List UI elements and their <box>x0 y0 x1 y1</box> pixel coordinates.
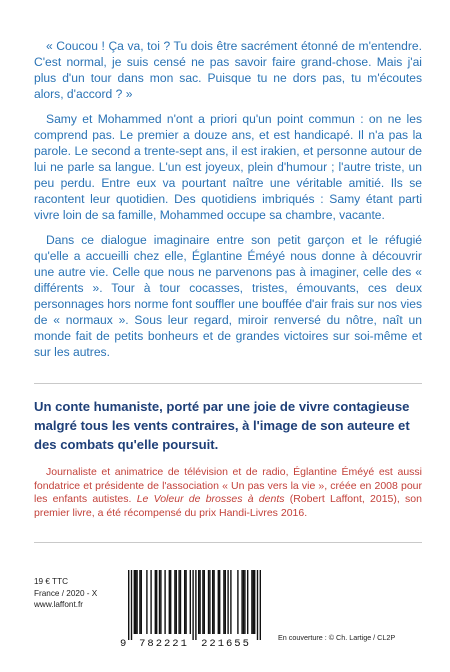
blurb-paragraph-quote: « Coucou ! Ça va, toi ? Tu dois être sacrément étonné de m'entendre. C'est normal, je suis censé ne pas savoir faire grand-chose. Mais j'ai plus d'un tour dans mon sac. Puisque tu ne dors pas, tu m'écoutes alors, d'accord ? » <box>34 39 422 101</box>
barcode-bar <box>198 570 199 634</box>
barcode-graphic <box>116 566 270 650</box>
bio-text-2: (Robert Laffont, 2015), son premier livre, a été récompensé du prix Handi-Livres 2016. <box>34 493 422 519</box>
bio-text-1: Journaliste et animatrice de télévision et de radio, Églantine Éméyé est aussi fondatrice et présidente de l'association « Un pas vers la vie », créée en 2008 pour les enfants autistes. <box>34 466 422 505</box>
barcode-bar <box>159 570 160 634</box>
blurb-paragraph-characters: Samy et Mohammed n'ont a priori qu'un point commun : on ne les comprend pas. Le premier a douze ans, et est handicapé. Il n'a pas la parole. Le second a trente-sept ans, il est irakien, et personne autour de lui ne parle sa langue. L'un est joyeux, plein d'humour ; l'autre triste, un peu perdu. Entre eux va pourtant naître une véritable amitié. Ils se racontent leur quotidien. Des quotidiens imbriqués : Samy étant parti vivre loin de sa famille, Mohammed occupe sa chambre, vacante. <box>34 112 422 222</box>
barcode-bar <box>247 570 248 634</box>
price-label: 19 € TTC <box>34 577 68 586</box>
barcode-bar <box>212 570 213 634</box>
barcode-bar <box>260 570 261 640</box>
barcode-bar <box>237 570 238 634</box>
barcode-bar <box>209 570 210 634</box>
barcode-bar <box>160 570 161 634</box>
barcode-bar <box>134 570 135 634</box>
publisher-website: www.laffont.fr <box>34 600 83 609</box>
barcode-bar <box>170 570 171 634</box>
barcode-bar <box>139 570 140 634</box>
barcode-bar <box>176 570 177 634</box>
barcode-bar <box>184 570 185 634</box>
barcode-bar <box>257 570 258 640</box>
barcode-bar <box>243 570 244 634</box>
barcode-bar <box>218 570 219 634</box>
barcode-bar <box>141 570 142 634</box>
barcode-bar <box>223 570 224 634</box>
barcode-bar <box>241 570 242 634</box>
barcode-bar <box>135 570 136 634</box>
blurb <box>34 38 422 369</box>
author-bio <box>34 466 422 520</box>
barcode-bar <box>204 570 205 634</box>
barcode-bars <box>128 570 261 640</box>
barcode-bar <box>208 570 209 634</box>
barcode-bar <box>174 570 175 634</box>
barcode-bar <box>169 570 170 634</box>
barcode-bar <box>213 570 214 634</box>
barcode-bar <box>225 570 226 634</box>
barcode-bar <box>156 570 157 634</box>
bio-book-title: Le Voleur de brosses à dents <box>136 493 285 505</box>
barcode-bar <box>136 570 137 634</box>
barcode-bar <box>150 570 151 634</box>
barcode-bar <box>146 570 147 634</box>
barcode-bar <box>164 570 165 634</box>
barcode-bar <box>202 570 203 634</box>
barcode-bar <box>190 570 191 634</box>
barcode-bar <box>227 570 228 634</box>
edition-label: France / 2020 - X <box>34 588 98 598</box>
barcode-digits-right: 221655 <box>201 638 251 650</box>
barcode-bar <box>244 570 245 634</box>
isbn-barcode <box>116 566 270 650</box>
barcode-bar <box>180 570 181 634</box>
barcode-bar <box>128 570 129 640</box>
barcode-bar <box>155 570 156 634</box>
tagline: Un conte humaniste, porté par une joie de vivre contagieuse malgré tous les vents contraires, à l'image de son auteure et des combats qu'elle poursuit. <box>34 399 410 452</box>
divider-top <box>34 383 422 384</box>
barcode-bar <box>253 570 254 634</box>
barcode-bar <box>251 570 252 634</box>
barcode-digit-lead: 9 <box>120 638 127 650</box>
barcode-bar <box>131 570 132 640</box>
barcode-bar <box>178 570 179 634</box>
price-block <box>34 576 97 611</box>
barcode-bar <box>230 570 231 634</box>
barcode-bar <box>192 570 193 640</box>
divider-bottom <box>34 542 422 543</box>
barcode-bar <box>254 570 255 634</box>
barcode-bar <box>219 570 220 634</box>
barcode-bar <box>185 570 186 634</box>
cover-credit: En couverture : © Ch. Lartige / CL2P <box>278 633 396 642</box>
barcode-bar <box>195 570 196 640</box>
barcode-bar <box>199 570 200 634</box>
barcode-digits-left: 782221 <box>139 638 189 650</box>
blurb-paragraph-summary: Dans ce dialogue imaginaire entre son petit garçon et le réfugié qu'elle a accueilli chez elle, Églantine Éméyé nous donne à découvrir une autre vie. Celle que nous ne parvenons pas à imaginer, celle des « différents ». Tour à tour cocasses, tristes, émouvants, ces deux personnages hors norme font souffler une bouffée d'air frais sur nos vies de « normaux ». Sous leur regard, miroir renversé du nôtre, naît un monde fait de petits bonheurs et de grandes victoires sur soi-même et sur les autres. <box>34 233 422 359</box>
